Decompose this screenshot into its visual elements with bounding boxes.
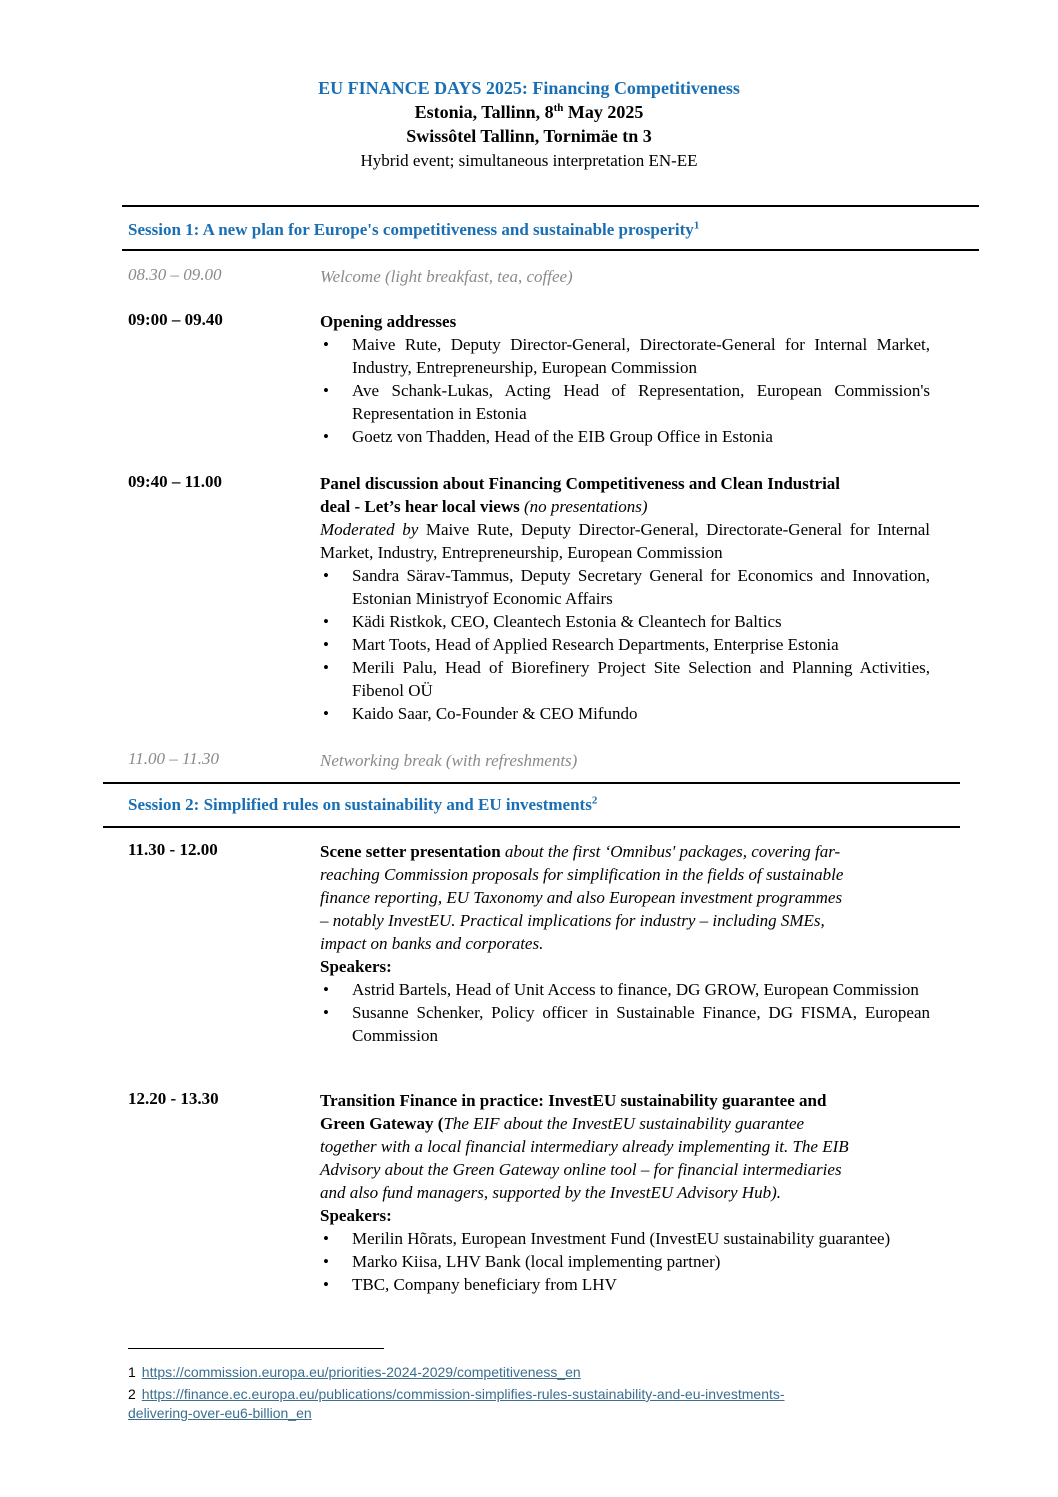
panel-speakers (320, 564, 930, 725)
scene-speakers (320, 978, 930, 1047)
opening-time: 09:00 – 09.40 (128, 310, 223, 329)
event-location: Estonia, Tallinn, 8th May 2025 (414, 102, 644, 122)
list-item: • Merilin Hõrats, European Investment Fund (InvestEU sustainability guarantee) (323, 1229, 891, 1248)
list-item: • Mart Toots, Head of Applied Research Departments, Enterprise Estonia (323, 635, 839, 654)
panel-moderator: Moderated by Maive Rute, Deputy Director-General, Directorate-General for Internal Market, Industry, Entrepreneurship, European Commission (320, 520, 930, 562)
list-item: • TBC, Company beneficiary from LHV (323, 1275, 617, 1294)
list-item: • Ave Schank-Lukas, Acting Head of Representation, European Commission's Representation in Estonia (323, 381, 930, 423)
event-title: EU FINANCE DAYS 2025: Financing Competitiveness (318, 78, 740, 98)
list-item: • Astrid Bartels, Head of Unit Access to finance, DG GROW, European Commission (323, 980, 919, 999)
opening-block (320, 310, 930, 448)
speakers-label: Speakers: (320, 1206, 392, 1225)
list-item: • Goetz von Thadden, Head of the EIB Group Office in Estonia (323, 427, 773, 446)
break-text: Networking break (with refreshments) (320, 751, 578, 770)
session-2-title: Session 2: Simplified rules on sustainability and EU investments$^2$ (128, 794, 598, 814)
scene-line: impact on banks and corporates. (320, 934, 544, 953)
panel-title-line: Panel discussion about Financing Competitiveness and Clean Industrial (320, 474, 841, 493)
divider (103, 826, 960, 828)
list-item: • Marko Kiisa, LHV Bank (local implementing partner) (323, 1252, 721, 1271)
transition-block (320, 1089, 930, 1296)
list-item: • Merili Palu, Head of Biorefinery Project Site Selection and Planning Activities, Fibenol OÜ (323, 658, 930, 700)
footnote-1: 1 https://commission.europa.eu/priorities-2024-2029/competitiveness_en (128, 1364, 581, 1380)
event-venue: Swissôtel Tallinn, Tornimäe tn 3 (406, 126, 652, 146)
scene-block (320, 840, 930, 1047)
transition-speakers (320, 1227, 930, 1296)
list-item: • Susanne Schenker, Policy officer in Sustainable Finance, DG FISMA, European Commission (323, 1003, 930, 1045)
list-item: • Kaido Saar, Co-Founder & CEO Mifundo (323, 704, 638, 723)
welcome-time: 08.30 – 09.00 (128, 265, 222, 284)
transition-title-line: Transition Finance in practice: InvestEU sustainability guarantee and (320, 1091, 827, 1110)
scene-line: Scene setter presentation about the first ‘Omnibus' packages, covering far- (320, 842, 841, 861)
opening-title: Opening addresses (320, 312, 457, 331)
session-1-title: Session 1: A new plan for Europe's competitiveness and sustainable prosperity$^1$ (128, 219, 700, 239)
divider (122, 205, 979, 207)
event-format: Hybrid event; simultaneous interpretation EN-EE (360, 151, 698, 170)
scene-line: reaching Commission proposals for simplification in the fields of sustainable (320, 865, 844, 884)
footnote-rule (128, 1348, 384, 1349)
break-time: 11.00 – 11.30 (128, 749, 219, 768)
transition-title-line: Green Gateway (The EIF about the InvestEU sustainability guarantee (320, 1114, 805, 1133)
footnote-link[interactable]: https://finance.ec.europa.eu/publications/commission-simplifies-rules-sustainability-and-eu-investments- (141, 1386, 785, 1402)
opening-speakers (320, 333, 930, 448)
footnote-link[interactable]: https://commission.europa.eu/priorities-2024-2029/competitiveness_en (141, 1364, 581, 1380)
panel-block (320, 472, 930, 725)
transition-line: together with a local financial intermediary already implementing it. The EIB (320, 1137, 849, 1156)
transition-line: and also fund managers, supported by the InvestEU Advisory Hub). (320, 1183, 781, 1202)
speakers-label: Speakers: (320, 957, 392, 976)
welcome-text: Welcome (light breakfast, tea, coffee) (320, 267, 573, 286)
scene-line: – notably InvestEU. Practical implications for industry – including SMEs, (320, 911, 825, 930)
list-item: • Maive Rute, Deputy Director-General, Directorate-General for Internal Market, Industry, Entrepreneurship, European Commission (323, 335, 930, 377)
divider (122, 249, 979, 251)
list-item: • Sandra Särav-Tammus, Deputy Secretary General for Economics and Innovation, Estonian Ministryof Economic Affairs (323, 566, 930, 608)
transition-time: 12.20 - 13.30 (128, 1089, 219, 1108)
divider (103, 782, 960, 784)
scene-time: 11.30 - 12.00 (128, 840, 218, 859)
panel-time: 09:40 – 11.00 (128, 472, 222, 491)
footnote-2: 2 https://finance.ec.europa.eu/publications/commission-simplifies-rules-sustainability-and-eu-investments- delivering-over-eu6-billion_en (128, 1386, 785, 1421)
list-item: • Kädi Ristkok, CEO, Cleantech Estonia & Cleantech for Baltics (323, 612, 782, 631)
footnote-link[interactable]: delivering-over-eu6-billion_en (128, 1405, 312, 1421)
scene-line: finance reporting, EU Taxonomy and also European investment programmes (320, 888, 843, 907)
panel-title-line: deal - Let’s hear local views (no presentations) (320, 497, 648, 516)
transition-line: Advisory about the Green Gateway online tool – for financial intermediaries (320, 1160, 842, 1179)
